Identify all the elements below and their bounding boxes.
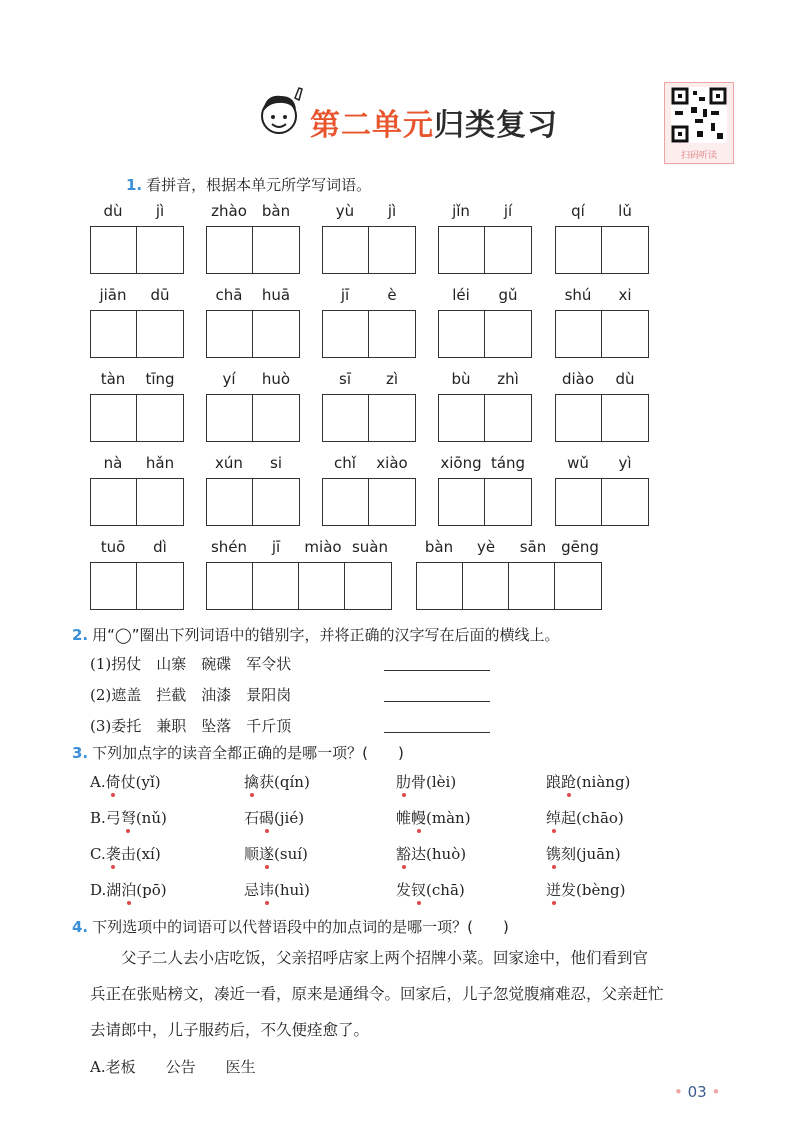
writing-cell[interactable] [253, 311, 299, 357]
pinyin-label: tīng [145, 370, 175, 388]
pinyin-label: tàn [100, 370, 126, 388]
q3-option-word [396, 843, 466, 864]
pinyin-label: gǔ [498, 286, 518, 304]
pinyin-label: sī [339, 370, 351, 388]
option-reading: (chā) [426, 881, 465, 899]
option-word: 石碣 [244, 809, 275, 827]
writing-cell[interactable] [207, 311, 253, 357]
writing-box[interactable] [555, 226, 649, 274]
writing-cell[interactable] [602, 479, 648, 525]
writing-cell[interactable] [463, 563, 509, 609]
writing-box[interactable] [555, 394, 649, 442]
pinyin-label: xiào [376, 454, 408, 472]
writing-cell[interactable] [207, 227, 253, 273]
q3-option-word [90, 771, 161, 792]
writing-box[interactable] [416, 562, 602, 610]
pinyin-label: diào [561, 370, 595, 388]
writing-cell[interactable] [323, 227, 369, 273]
writing-cell[interactable] [556, 479, 602, 525]
option-reading: (juān) [576, 845, 621, 863]
option-reading: (jié) [274, 809, 305, 827]
option-word: 湖泊 [106, 881, 137, 899]
pinyin-label: zhì [497, 370, 519, 388]
q2-item-3: (3)委托 兼职 坠落 千斤顶 [90, 717, 292, 735]
pinyin-label: zì [385, 370, 399, 388]
option-reading: (nǔ) [135, 809, 167, 827]
q4-passage [90, 940, 730, 1048]
answer-blank-1[interactable] [384, 670, 490, 671]
pinyin-label: jī [340, 286, 350, 304]
writing-cell[interactable] [345, 563, 391, 609]
option-reading: (qín) [274, 773, 310, 791]
writing-box[interactable] [90, 562, 184, 610]
writing-box[interactable] [90, 478, 184, 526]
pinyin-label: táng [490, 454, 526, 472]
writing-cell[interactable] [556, 227, 602, 273]
writing-cell[interactable] [556, 395, 602, 441]
option-letter: D. [90, 881, 107, 899]
writing-cell[interactable] [137, 563, 183, 609]
qr-caption: 扫码听读 [680, 151, 717, 161]
pinyin-label: nà [103, 454, 123, 472]
writing-cell[interactable] [439, 227, 485, 273]
option-reading: (bèng) [576, 881, 626, 899]
passage-line: 兵正在张贴榜文，凑近一看，原来是通缉令。回家后，儿子忽觉腹痛难忍，父亲赶忙 [90, 985, 664, 1003]
q3-option-word [244, 807, 304, 828]
writing-box[interactable] [438, 226, 532, 274]
writing-cell[interactable] [485, 479, 531, 525]
pinyin-label: miào [304, 538, 342, 556]
pinyin-label: yù [335, 202, 355, 220]
writing-cell[interactable] [323, 479, 369, 525]
writing-cell[interactable] [439, 479, 485, 525]
option-word: 弓弩 [105, 809, 136, 827]
pinyin-label: chā [215, 286, 243, 304]
writing-cell[interactable] [137, 311, 183, 357]
writing-cell[interactable] [253, 479, 299, 525]
option-word: 豁达 [396, 845, 427, 863]
writing-cell[interactable] [602, 227, 648, 273]
writing-cell[interactable] [299, 563, 345, 609]
boy-mascot-icon [255, 86, 305, 146]
page-number: • 03 • [674, 1083, 721, 1101]
question-3 [72, 742, 404, 763]
option-reading: (niàng) [576, 773, 631, 791]
question-text: 下列选项中的词语可以代替语段中的加点词的是哪一项？( ) [92, 918, 509, 936]
writing-box[interactable] [438, 310, 532, 358]
writing-cell[interactable] [91, 395, 137, 441]
writing-cell[interactable] [485, 311, 531, 357]
pinyin-label: lǔ [618, 202, 632, 220]
option-reading: (màn) [426, 809, 471, 827]
q3-option-word [396, 807, 471, 828]
option-letter: C. [90, 845, 106, 863]
option-word: 镌刻 [546, 845, 577, 863]
option-word: 袭击 [105, 845, 136, 863]
writing-box[interactable] [322, 226, 416, 274]
writing-box[interactable] [206, 310, 300, 358]
writing-cell[interactable] [485, 395, 531, 441]
writing-box[interactable] [555, 478, 649, 526]
writing-cell[interactable] [137, 479, 183, 525]
q3-option-word [396, 879, 465, 900]
pinyin-label: huò [261, 370, 291, 388]
writing-box[interactable] [90, 226, 184, 274]
writing-cell[interactable] [91, 311, 137, 357]
writing-box[interactable] [555, 310, 649, 358]
q3-option-word [90, 879, 167, 900]
writing-box[interactable] [206, 226, 300, 274]
pinyin-label: chǐ [334, 454, 356, 472]
option-word: 踉跄 [546, 773, 577, 791]
pinyin-label: jì [387, 202, 397, 220]
pinyin-label: yè [476, 538, 496, 556]
question-number: 4. [72, 918, 89, 936]
question-number: 3. [72, 744, 89, 762]
option-word: 倚仗 [105, 773, 136, 791]
pinyin-label: suàn [351, 538, 389, 556]
option-reading: (huò) [426, 845, 467, 863]
pinyin-label: jǐn [452, 202, 470, 220]
writing-cell[interactable] [369, 395, 415, 441]
q3-option-word [244, 843, 308, 864]
writing-cell[interactable] [485, 227, 531, 273]
pinyin-label: jí [503, 202, 513, 220]
pinyin-label: xi [618, 286, 632, 304]
pinyin-label: shú [564, 286, 592, 304]
q3-option-word [546, 771, 630, 792]
pinyin-label: xiōng [440, 454, 482, 472]
answer-blank-2[interactable] [384, 701, 490, 702]
writing-cell[interactable] [556, 311, 602, 357]
pinyin-label: tuō [100, 538, 126, 556]
question-2 [72, 624, 559, 645]
pinyin-label: gēng [561, 538, 599, 556]
option-word: 擒获 [244, 773, 275, 791]
q3-option-word [546, 807, 624, 828]
question-text: 下列加点字的读音全都正确的是哪一项？( ) [92, 744, 404, 762]
q3-option-word [244, 771, 310, 792]
option-reading: (xí) [135, 845, 161, 863]
page-number-text: 03 [687, 1083, 707, 1101]
question-4 [72, 916, 509, 937]
writing-cell[interactable] [207, 395, 253, 441]
option-reading: (chāo) [576, 809, 624, 827]
option-word: 忌讳 [244, 881, 275, 899]
writing-cell[interactable] [207, 563, 253, 609]
writing-cell[interactable] [323, 311, 369, 357]
pinyin-label: léi [452, 286, 470, 304]
q3-option-word [90, 843, 161, 864]
pinyin-label: bàn [261, 202, 291, 220]
q2-item-1: (1)拐仗 山寨 碗碟 军令状 [90, 655, 292, 673]
writing-box[interactable] [206, 394, 300, 442]
pinyin-label: dì [153, 538, 167, 556]
writing-cell[interactable] [369, 479, 415, 525]
question-text: 用“◯”圈出下列词语中的错别字，并将正确的汉字写在后面的横线上。 [92, 626, 560, 644]
qr-code-icon [671, 87, 727, 143]
pinyin-label: yì [618, 454, 632, 472]
option-word: 绰起 [546, 809, 577, 827]
option-reading: (huì) [274, 881, 310, 899]
q3-option-word [90, 807, 167, 828]
pinyin-label: wǔ [567, 454, 589, 472]
passage-line: 父子二人去小店吃饭，父亲招呼店家上两个招牌小菜。回家途中，他们看到官 [90, 949, 649, 967]
writing-cell[interactable] [137, 227, 183, 273]
option-reading: (lèi) [426, 773, 457, 791]
writing-box[interactable] [322, 310, 416, 358]
writing-cell[interactable] [369, 227, 415, 273]
writing-box[interactable] [438, 394, 532, 442]
writing-box[interactable] [322, 478, 416, 526]
writing-cell[interactable] [602, 311, 648, 357]
writing-cell[interactable] [253, 563, 299, 609]
writing-cell[interactable] [509, 563, 555, 609]
writing-box[interactable] [206, 478, 300, 526]
writing-cell[interactable] [417, 563, 463, 609]
pinyin-label: hǎn [145, 454, 175, 472]
pinyin-label: è [387, 286, 397, 304]
writing-cell[interactable] [369, 311, 415, 357]
option-word: 帷幔 [396, 809, 427, 827]
writing-box[interactable] [438, 478, 532, 526]
writing-cell[interactable] [91, 227, 137, 273]
pinyin-label: xún [215, 454, 243, 472]
writing-box[interactable] [90, 310, 184, 358]
page-title: 第二单元归类复习 [310, 108, 558, 143]
writing-cell[interactable] [555, 563, 601, 609]
writing-cell[interactable] [253, 227, 299, 273]
option-word: 发钗 [396, 881, 427, 899]
question-number: 1. [126, 176, 143, 194]
pinyin-label: sān [519, 538, 547, 556]
pinyin-label: jī [271, 538, 281, 556]
pinyin-label: bù [451, 370, 471, 388]
pinyin-label: huā [261, 286, 291, 304]
writing-cell[interactable] [253, 395, 299, 441]
option-reading: (suí) [274, 845, 308, 863]
writing-cell[interactable] [439, 395, 485, 441]
option-reading: (yǐ) [135, 773, 161, 791]
pinyin-label: jì [155, 202, 165, 220]
passage-line: 去请郎中，儿子服药后，不久便痊愈了。 [90, 1021, 370, 1039]
qr-code[interactable] [664, 82, 734, 164]
option-word: 迸发 [546, 881, 577, 899]
writing-box[interactable] [206, 562, 392, 610]
writing-cell[interactable] [137, 395, 183, 441]
pinyin-label: dù [103, 202, 123, 220]
q2-item-2: (2)遮盖 拦截 油漆 景阳岗 [90, 686, 292, 704]
pinyin-label: yí [222, 370, 236, 388]
pinyin-label: dù [615, 370, 635, 388]
writing-cell[interactable] [207, 479, 253, 525]
option-reading: (pō) [136, 881, 167, 899]
q3-option-word [546, 879, 625, 900]
pinyin-label: si [270, 454, 282, 472]
pinyin-label: dū [150, 286, 170, 304]
option-word: 顺遂 [244, 845, 275, 863]
pinyin-label: zhào [211, 202, 247, 220]
q4-option-a: A.老板 公告 医生 [90, 1058, 256, 1076]
pinyin-label: shén [210, 538, 248, 556]
writing-box[interactable] [322, 394, 416, 442]
question-text: 看拼音，根据本单元所学写词语。 [146, 176, 372, 194]
option-letter: A. [90, 773, 106, 791]
option-word: 肋骨 [396, 773, 427, 791]
option-letter: B. [90, 809, 106, 827]
question-1 [126, 174, 371, 195]
pinyin-label: qí [571, 202, 585, 220]
writing-cell[interactable] [91, 563, 137, 609]
answer-blank-3[interactable] [384, 732, 490, 733]
writing-cell[interactable] [323, 395, 369, 441]
q3-option-word [546, 843, 621, 864]
q3-option-word [244, 879, 310, 900]
pinyin-label: jiān [99, 286, 127, 304]
question-number: 2. [72, 626, 89, 644]
writing-cell[interactable] [439, 311, 485, 357]
pinyin-label: bàn [424, 538, 454, 556]
q3-option-word [396, 771, 456, 792]
writing-cell[interactable] [602, 395, 648, 441]
writing-box[interactable] [90, 394, 184, 442]
writing-cell[interactable] [91, 479, 137, 525]
